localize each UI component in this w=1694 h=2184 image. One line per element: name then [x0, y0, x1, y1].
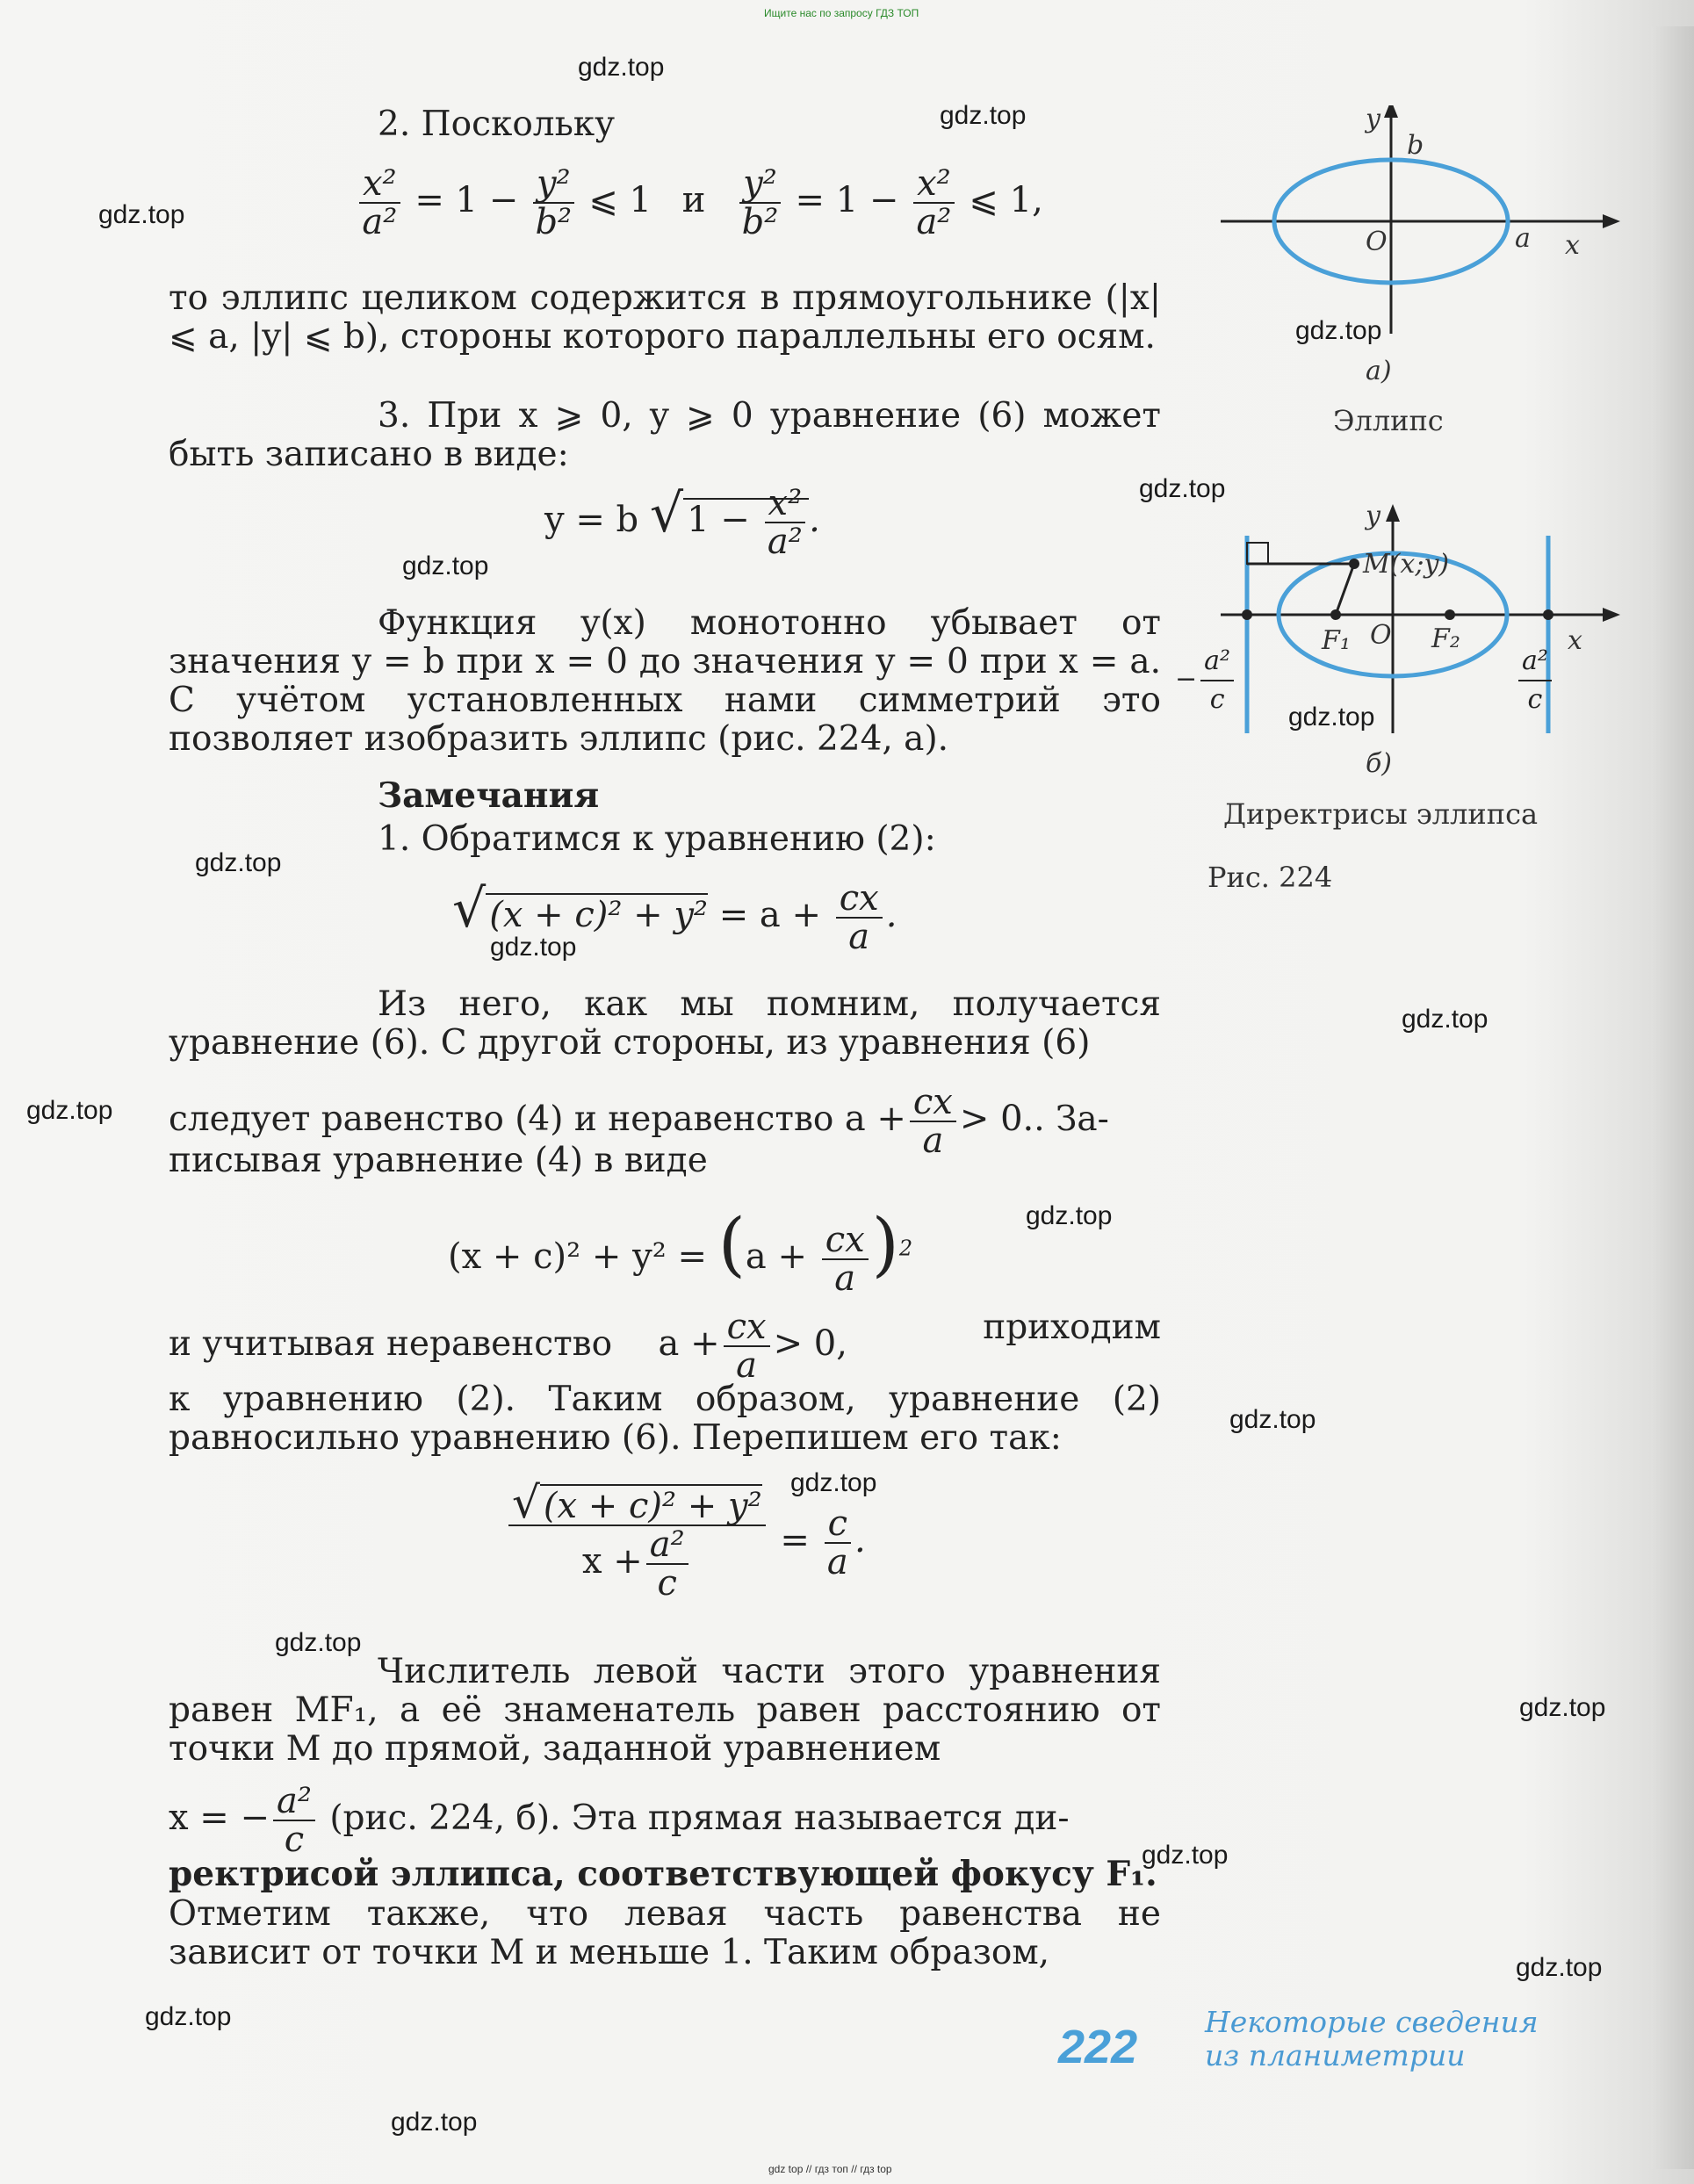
watermark: gdz.top [1026, 1201, 1113, 1230]
point-m [1349, 559, 1359, 569]
formula-y-sqrt: y = b √ 1 − $\frac{\text{x²}}{\text{a²}}$ . [544, 483, 820, 562]
watermark: gdz.top [26, 1096, 113, 1125]
paragraph-7-text: Числитель левой части этого уравнения равен MF₁, а её знаменатель равен расстоянию от точки M до прямой, заданной уравнением [169, 1652, 1161, 1769]
remark-1-text: 1. Обратимся к уравнению (2): [378, 819, 936, 859]
watermark: gdz.top [790, 1468, 877, 1497]
paragraph-7-line4: x = − $\frac{\text{a²}}{c}$ (рис. 224, б). Эта прямая называется ди- [169, 1781, 1070, 1860]
y-axis-arrow [1384, 105, 1398, 118]
running-title-2: из планиметрии [1205, 2038, 1466, 2072]
watermark: gdz.top [195, 848, 282, 877]
page-edge-shadow [1651, 26, 1694, 2169]
remarks-heading: Замечания [378, 775, 600, 816]
running-title-1: Некоторые сведения [1205, 2005, 1539, 2039]
point-right-dir [1543, 609, 1553, 620]
watermark: gdz.top [391, 2108, 478, 2137]
frac-x2-a2-2: $\frac{\text{x²}}{\text{a²}}$ [913, 165, 955, 241]
watermark: gdz.top [1142, 1841, 1229, 1870]
point-left-dir [1242, 609, 1252, 620]
formula-eq4: (x + c)² + y² = (a + $\frac{cx}{a}$ )$^2$ [448, 1203, 913, 1299]
x-axis-arrow [1603, 214, 1620, 228]
figure-b-caption: Директрисы эллипса [1223, 797, 1539, 831]
watermark: gdz.top [1295, 316, 1382, 345]
watermark: gdz.top [1139, 474, 1226, 503]
page-number: 222 [1058, 2021, 1138, 2073]
watermark: gdz.top [578, 53, 665, 82]
formula-eq2: √ (x + c)² + y² = a + $\frac{cx}{a}$ . [452, 878, 897, 957]
formula-ratio: √ (x + c)² + y² x + $\frac{\text{a²}}{c}$ = $\frac{c}{a}$ . [505, 1484, 866, 1602]
frac-y2-b2: $\frac{\text{y²}}{\text{b²}}$ [533, 165, 574, 241]
paragraph-2-intro: 2. Поскольку [378, 105, 616, 144]
watermark: gdz.top [1519, 1693, 1606, 1722]
paragraph-5-line3: следует равенство (4) и неравенство a + $\frac{cx}{a}$ > 0.. За- [169, 1082, 1109, 1161]
watermark: gdz.top [1516, 1953, 1603, 1982]
paragraph-5-line4: писывая уравнение (4) в виде [169, 1141, 708, 1180]
label-left-directrix: − $\frac{\text{a²}}{c}$ [1175, 643, 1237, 718]
watermark: gdz.top [98, 200, 185, 229]
figure-a-caption: Эллипс [1333, 404, 1444, 437]
paragraph-7-directrix: ректрисой эллипса, соответствующей фокусу F₁. [169, 1854, 1157, 1894]
formula-inequalities: $\frac{\text{x²}}{\text{a²}}$ = 1 − $\frac{\text{y²}}{\text{b²}}$ ⩽ 1 и $\frac{\text{y²}}{\text{b²}}$ = 1 − $\frac{\text{x²}}{\text{a²}}$ ⩽ 1, [356, 165, 1043, 241]
x-axis-arrow [1603, 608, 1620, 622]
paragraph-4-text: Функция y(x) монотонно убывает от значения y = b при x = 0 до значения y = 0 при x = a. С учётом установленных нами симметрий это позволяет изобразить эллипс (рис. 224, a). [169, 603, 1161, 759]
watermark: gdz.top [402, 551, 489, 580]
watermark: gdz.top [275, 1628, 362, 1657]
paragraph-6-text: к уравнению (2). Таким образом, уравнение (2) равносильно уравнению (6). Перепишем его так: [169, 1380, 1161, 1458]
watermark: gdz.top [1402, 1005, 1489, 1034]
focal-segment [1336, 564, 1354, 615]
paragraph-3-text: 3. При x ⩾ 0, y ⩾ 0 уравнение (6) может быть записано в виде: [169, 396, 1161, 474]
watermark: gdz.top [145, 2002, 232, 2031]
frac-x2-a2: $\frac{\text{x²}}{\text{a²}}$ [359, 165, 400, 241]
bottom-note: gdz top // гдз топ // гдз top [768, 2163, 892, 2175]
point-f1 [1330, 609, 1341, 620]
point-f2 [1445, 609, 1455, 620]
watermark: gdz.top [490, 933, 577, 962]
figure-b-label: б) [1366, 748, 1393, 779]
watermark: gdz.top [1288, 703, 1375, 732]
paragraph-7-end: Отметим также, что левая часть равенства не зависит от точки M и меньше 1. Таким образом, [169, 1894, 1161, 1972]
label-right-directrix: $\frac{\text{a²}}{c}$ [1515, 643, 1555, 718]
y-axis-arrow [1386, 504, 1400, 522]
frac-y2-b2-2: $\frac{\text{y²}}{\text{b²}}$ [739, 165, 781, 241]
paragraph-5-text: Из него, как мы помним, получается уравнение (6). С другой стороны, из уравнения (6) [169, 984, 1161, 1063]
frac-x2-a2-3: $\frac{\text{x²}}{\text{a²}}$ [765, 485, 806, 560]
right-angle-mark [1247, 543, 1268, 564]
paragraph-2-text: то эллипс целиком содержится в прямоугольнике (|x| ⩽ a, |y| ⩽ b), стороны которого параллельны его осям. [169, 278, 1161, 357]
watermark: gdz.top [940, 101, 1027, 130]
paragraph-6-line1: и учитывая неравенство a + $\frac{cx}{a}$ > 0, приходим [169, 1307, 1161, 1386]
figure-a-label: а) [1366, 356, 1392, 386]
top-note: Ищите нас по запросу ГДЗ ТОП [764, 7, 919, 19]
frac-cx-a: $\frac{cx}{a}$ [836, 880, 883, 955]
figure-number: Рис. 224 [1207, 861, 1333, 894]
figure-directrix-b [1168, 501, 1625, 764]
watermark: gdz.top [1229, 1405, 1316, 1434]
